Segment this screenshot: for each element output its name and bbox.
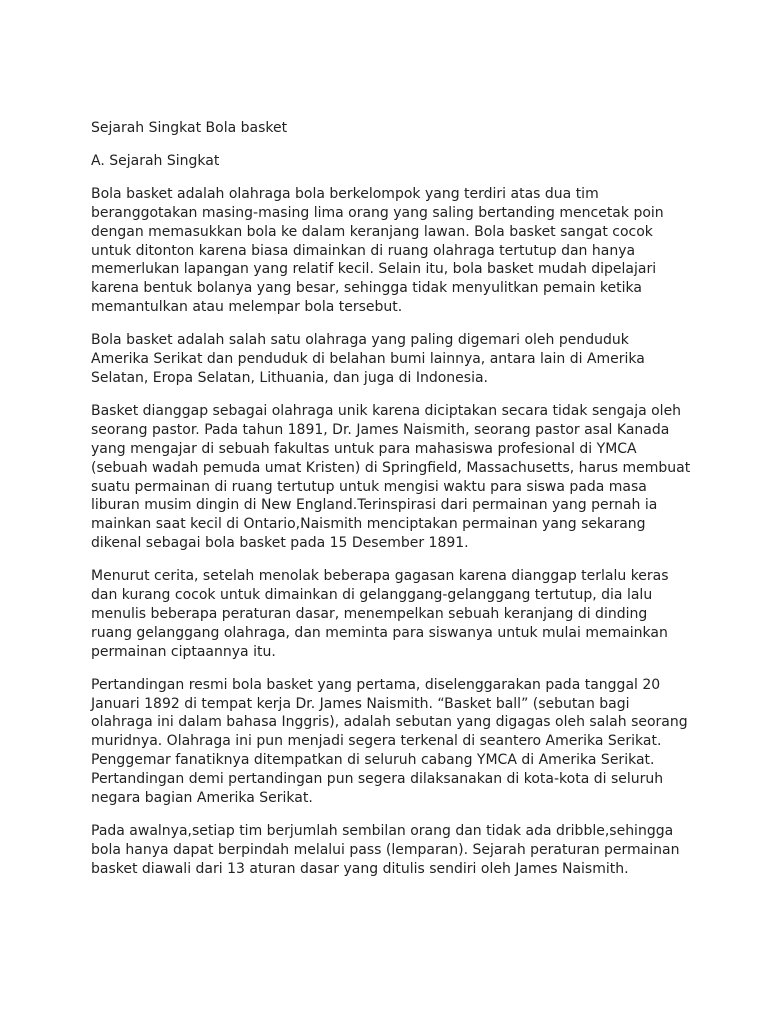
- paragraph-3: Basket dianggap sebagai olahraga unik karena diciptakan secara tidak sengaja oleh seorang pastor. Pada tahun 1891, Dr. James Naismith, seorang pastor asal Kanada yang mengajar di sebuah fakultas untuk para mahasiswa profesional di YMCA (sebuah wadah pemuda umat Kristen) di Springfield, Massachusetts, harus membuat suatu permainan di ruang tertutup untuk mengisi waktu para siswa pada masa liburan musim dingin di New England.Terinspirasi dari permainan yang pernah ia mainkan saat kecil di Ontario,Naismith menciptakan permainan yang sekarang dikenal sebagai bola basket pada 15 Desember 1891.: [91, 402, 691, 552]
- section-heading: A. Sejarah Singkat: [91, 152, 220, 169]
- document-title: Sejarah Singkat Bola basket: [91, 120, 288, 136]
- paragraph-1: Bola basket adalah olahraga bola berkelompok yang terdiri atas dua tim beranggotakan masing-masing lima orang yang saling bertanding mencetak poin dengan memasukkan bola ke dalam keranjang lawan. Bola basket sangat cocok untuk ditonton karena biasa dimainkan di ruang olahraga tertutup dan hanya memerlukan lapangan yang relatif kecil. Selain itu, bola basket mudah dipelajari karena bentuk bolanya yang besar, sehingga tidak menyulitkan pemain ketika memantulkan atau melempar bola tersebut.: [91, 185, 664, 316]
- paragraph-4: Menurut cerita, setelah menolak beberapa gagasan karena dianggap terlalu keras dan kurang cocok untuk dimainkan di gelanggang-gelanggang tertutup, dia lalu menulis beberapa peraturan dasar, menempelkan sebuah keranjang di dinding ruang gelanggang olahraga, dan meminta para siswanya untuk mulai memainkan permainan ciptaannya itu.: [91, 568, 669, 660]
- paragraph-5: Pertandingan resmi bola basket yang pertama, diselenggarakan pada tanggal 20 Januari 1892 di tempat kerja Dr. James Naismith. “Basket ball” (sebutan bagi olahraga ini dalam bahasa Inggris), adalah sebutan yang digagas oleh salah seorang muridnya. Olahraga ini pun menjadi segera terkenal di seantero Amerika Serikat. Penggemar fanatiknya ditempatkan di seluruh cabang YMCA di Amerika Serikat. Pertandingan demi pertandingan pun segera dilaksanakan di kota-kota di seluruh negara bagian Amerika Serikat.: [91, 676, 688, 807]
- paragraph-2: Bola basket adalah salah satu olahraga yang paling digemari oleh penduduk Amerika Serikat dan penduduk di belahan bumi lainnya, antara lain di Amerika Selatan, Eropa Selatan, Lithuania, dan juga di Indonesia.: [91, 332, 645, 386]
- paragraph-6: Pada awalnya,setiap tim berjumlah sembilan orang dan tidak ada dribble,sehingga bola hanya dapat berpindah melalui pass (lemparan). Sejarah peraturan permainan basket diawali dari 13 aturan dasar yang ditulis sendiri oleh James Naismith.: [91, 823, 680, 877]
- document-body: [91, 119, 691, 893]
